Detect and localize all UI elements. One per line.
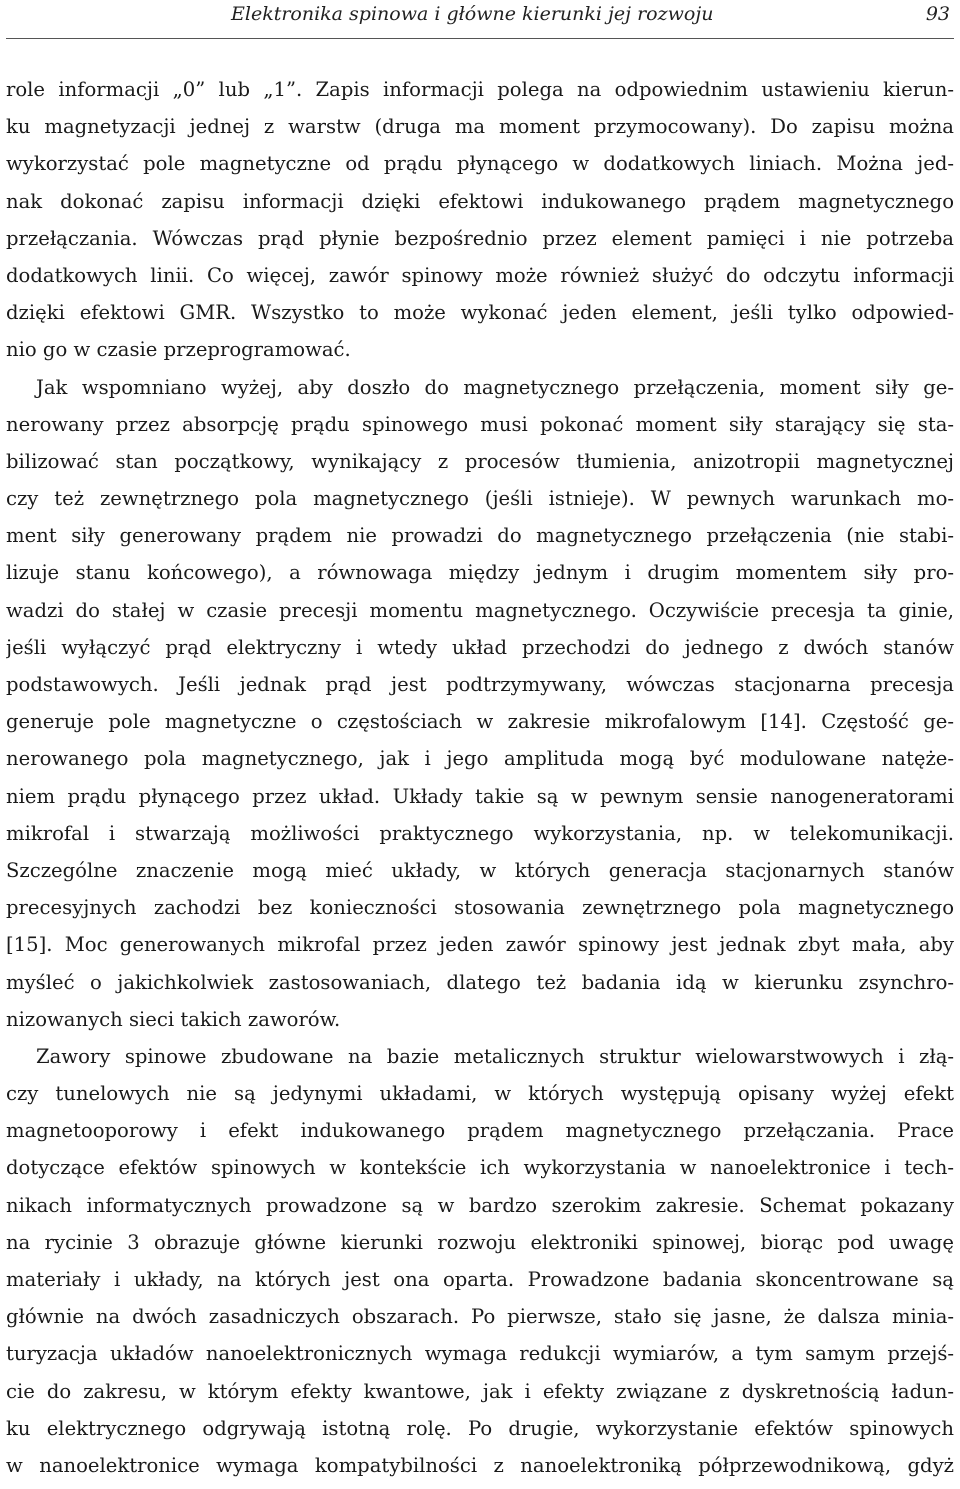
text-line: przełączania. Wówczas prąd płynie bezpośrednio przez element pamięci i nie potrzeba [6,226,954,250]
text-line: myśleć o jakichkolwiek zastosowaniach, dlatego też badania idą w kierunku zsynchro- [6,970,954,994]
text-line: czy też zewnętrznego pola magnetycznego (jeśli istnieje). W pewnych warunkach mo- [6,487,954,511]
text-line: mikrofal i stwarzają możliwości praktycznego wykorzystania, np. w telekomunikacji. [6,821,954,845]
text-line: Szczególne znaczenie mogą mieć układy, w których generacja stacjonarnych stanów [6,858,954,882]
text-line: [15]. Moc generowanych mikrofal przez jeden zawór spinowy jest jednak zbyt mała, aby [6,933,954,957]
text-line: turyzacja układów nanoelektronicznych wymaga redukcji wymiarów, a tym samym przejś- [6,1342,954,1366]
text-line: czy tunelowych nie są jedynymi układami, w których występują opisany wyżej efekt [6,1082,954,1106]
body-text [6,71,954,1484]
text-line: Zawory spinowe zbudowane na bazie metalicznych struktur wielowarstwowych i złą- [36,1044,954,1068]
text-line: na rycinie 3 obrazuje główne kierunki rozwoju elektroniki spinowej, biorąc pod uwagę [6,1230,954,1254]
text-line: nerowanego pola magnetycznego, jak i jego amplituda mogą być modulowane natęże- [6,747,954,771]
text-line: nikach informatycznych prowadzone są w bardzo szerokim zakresie. Schemat pokazany [6,1193,954,1217]
text-line: generuje pole magnetyczne o częstościach w zakresie mikrofalowym [14]. Częstość ge- [6,710,954,734]
text-line: ment siły generowany prądem nie prowadzi do magnetycznego przełączenia (nie stabi- [6,524,954,548]
text-line: lizuje stanu końcowego), a równowaga między jednym i drugim momentem siły pro- [6,561,954,585]
running-title: Elektronika spinowa i główne kierunki jej rozwoju [231,3,714,25]
text-line: bilizować stan początkowy, wynikający z procesów tłumienia, anizotropii magnetycznej [6,449,954,473]
text-line: wadzi do stałej w czasie precesji momentu magnetycznego. Oczywiście precesja ta ginie, [6,598,954,622]
text-line: cie do zakresu, w którym efekty kwantowe, jak i efekty związane z dyskretnością ładun- [6,1379,954,1403]
text-line: nizowanych sieci takich zaworów. [6,1007,341,1031]
text-line: role informacji „0” lub „1”. Zapis informacji polega na odpowiednim ustawieniu kierun- [6,78,954,101]
text-line: podstawowych. Jeśli jednak prąd jest podtrzymywany, wówczas stacjonarna precesja [6,673,954,696]
running-header [6,0,954,39]
text-line: jeśli wyłączyć prąd elektryczny i wtedy układ przechodzi do jednego z dwóch stanów [6,635,954,659]
text-line: nio go w czasie przeprogramować. [6,338,351,362]
text-line: w nanoelektronice wymaga kompatybilności z nanoelektroniką półprzewodnikową, gdyż [6,1453,954,1477]
text-line: nerowany przez absorpcję prądu spinowego musi pokonać moment siły starający się sta- [6,412,954,436]
text-line: magnetooporowy i efekt indukowanego prądem magnetycznego przełączania. Prace [6,1119,954,1143]
text-line: wykorzystać pole magnetyczne od prądu płynącego w dodatkowych liniach. Można jed- [6,152,954,176]
text-line: materiały i układy, na których jest ona oparta. Prowadzone badania skoncentrowane są [6,1268,954,1291]
text-line: dotyczące efektów spinowych w kontekście ich wykorzystania w nanoelektronice i tech- [6,1156,954,1180]
text-line: nak dokonać zapisu informacji dzięki efektowi indukowanego prądem magnetycznego [6,189,954,213]
text-line: głównie na dwóch zasadniczych obszarach. Po pierwsze, stało się jasne, że dalsza minia- [6,1305,954,1329]
text-line: ku magnetyzacji jednej z warstw (druga ma moment przymocowany). Do zapisu można [6,115,954,139]
text-line: dodatkowych linii. Co więcej, zawór spinowy może również służyć do odczytu informacji [6,263,954,287]
text-line: Jak wspomniano wyżej, aby doszło do magnetycznego przełączenia, moment siły ge- [36,375,954,399]
text-line: ku elektrycznego odgrywają istotną rolę. Po drugie, wykorzystanie efektów spinowych [6,1416,954,1440]
text-line: precesyjnych zachodzi bez konieczności stosowania zewnętrznego pola magnetycznego [6,896,954,920]
page-number: 93 [925,3,950,25]
text-line: dzięki efektowi GMR. Wszystko to może wykonać jeden element, jeśli tylko odpowied- [6,301,954,325]
text-line: niem prądu płynącego przez układ. Układy takie są w pewnym sensie nanogeneratorami [6,784,954,808]
